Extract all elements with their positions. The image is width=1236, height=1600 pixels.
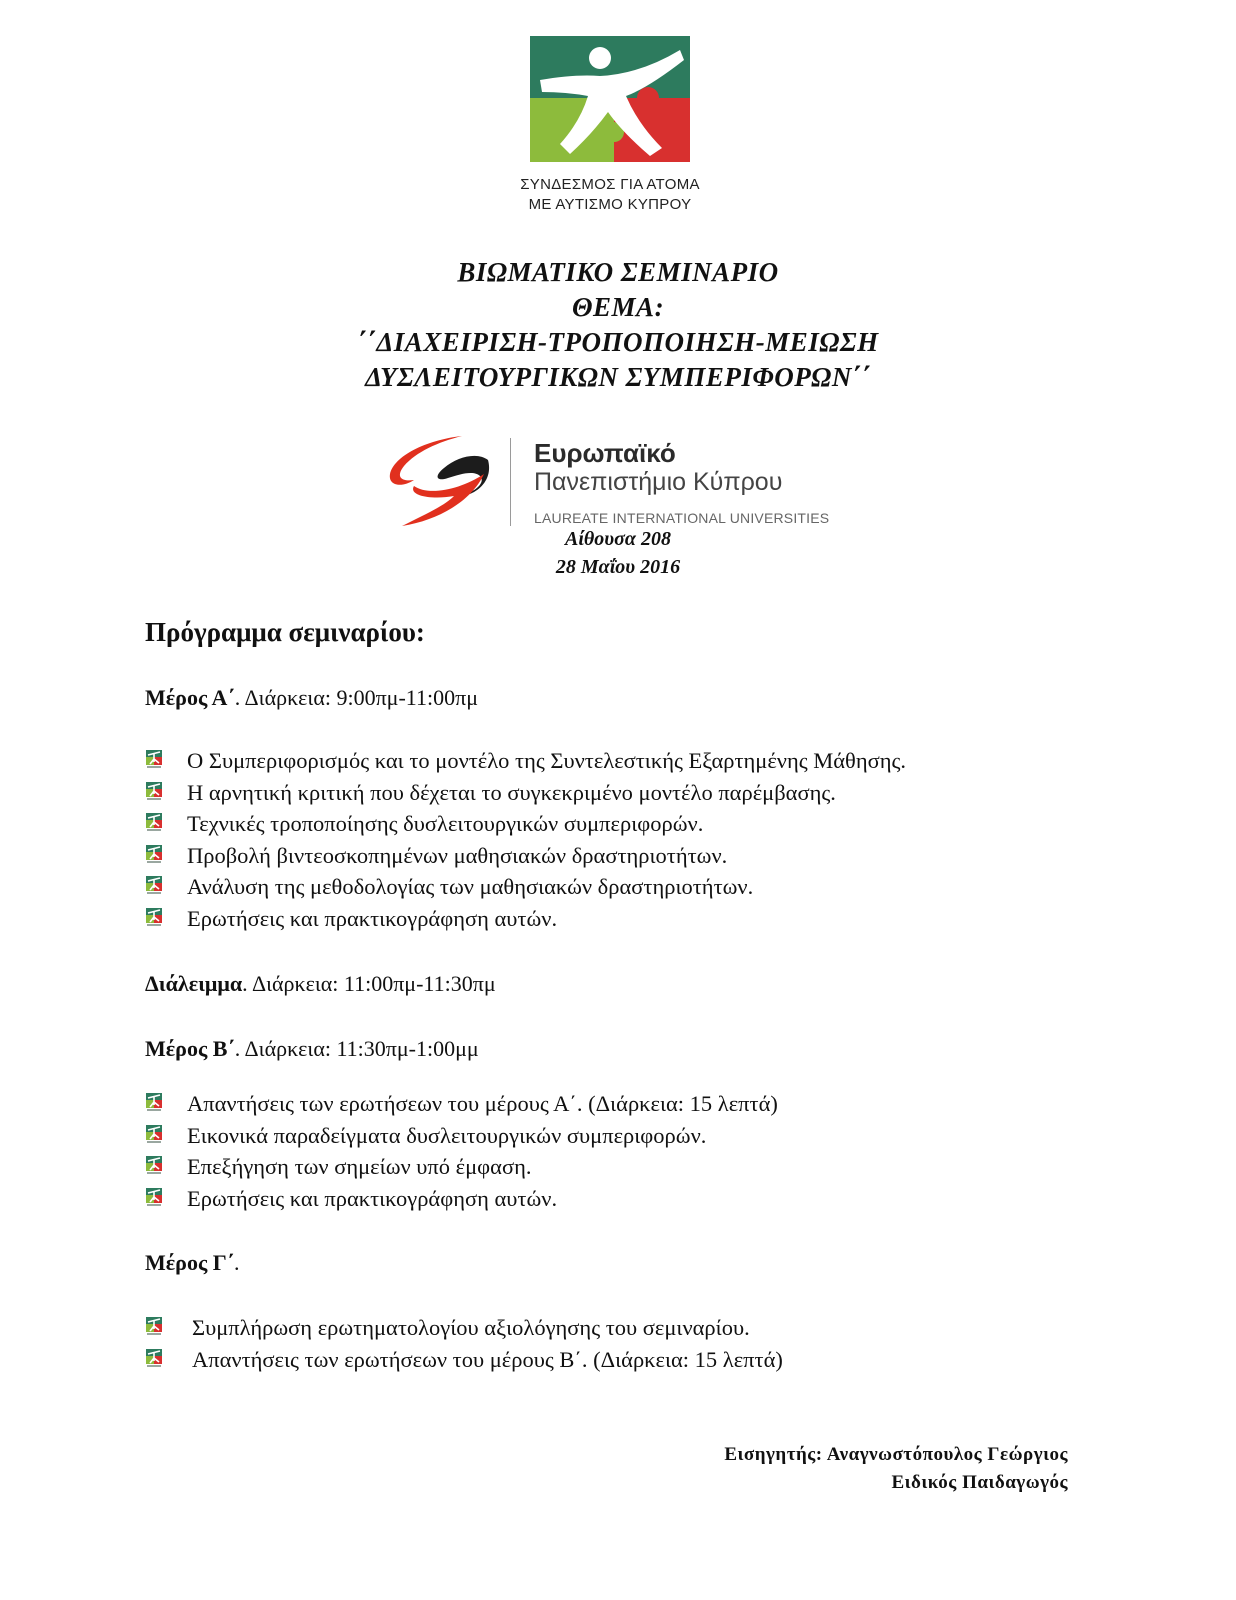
- speaker-title: Ειδικός Παιδαγωγός: [891, 1472, 1068, 1493]
- autism-puzzle-figure-icon: [530, 36, 690, 162]
- part-c-label: Μέρος Γ΄: [145, 1250, 235, 1275]
- program-heading: Πρόγραμμα σεμιναρίου:: [145, 617, 425, 647]
- autism-logo-bullet-icon: [145, 1093, 163, 1113]
- autism-logo-bullet-icon: [145, 876, 163, 896]
- org-name-line1: ΣΥΝΔΕΣΜΟΣ ΓΙΑ ΑΤΟΜΑ: [520, 176, 700, 193]
- part-b-duration: . Διάρκεια: 11:30πμ-1:00μμ: [234, 1036, 479, 1061]
- break-label: Διάλειμμα: [145, 971, 243, 996]
- university-name-line1: Ευρωπαϊκό: [534, 438, 676, 468]
- university-network: LAUREATE INTERNATIONAL UNIVERSITIES: [534, 510, 830, 526]
- university-swoosh-icon: [388, 434, 498, 528]
- autism-logo-bullet-icon: [145, 813, 163, 833]
- org-name-line2: ΜΕ ΑΥΤΙΣΜΟ ΚΥΠΡΟΥ: [528, 196, 692, 213]
- autism-logo-bullet-icon: [145, 1317, 163, 1337]
- seminar-title: ΒΙΩΜΑΤΙΚΟ ΣΕΜΙΝΑΡΙΟ: [457, 257, 779, 287]
- part-a-duration: . Διάρκεια: 9:00πμ-11:00πμ: [234, 685, 478, 710]
- autism-logo-bullet-icon: [145, 782, 163, 802]
- break-header: [145, 971, 496, 997]
- autism-logo-bullet-icon: [145, 845, 163, 865]
- seminar-topic-line1: ΄΄ΔΙΑΧΕΙΡΙΣΗ-ΤΡΟΠΟΠΟΙΗΣΗ-ΜΕΙΩΣΗ: [357, 327, 879, 357]
- part-c-header: [145, 1250, 240, 1276]
- break-duration: . Διάρκεια: 11:00πμ-11:30πμ: [242, 971, 496, 996]
- autism-logo-bullet-icon: [145, 1349, 163, 1369]
- autism-logo-bullet-icon: [145, 1156, 163, 1176]
- part-c-period: .: [234, 1250, 240, 1275]
- part-b-header: [145, 1036, 479, 1062]
- seminar-topic-line2: ΔΥΣΛΕΙΤΟΥΡΓΙΚΩΝ ΣΥΜΠΕΡΙΦΟΡΩΝ΄΄: [365, 362, 871, 392]
- autism-logo-bullet-icon: [145, 750, 163, 770]
- event-room: Αίθουσα 208: [565, 528, 671, 550]
- university-logo-divider: [510, 438, 511, 526]
- autism-logo-bullet-icon: [145, 1188, 163, 1208]
- autism-logo-bullet-icon: [145, 1125, 163, 1145]
- event-date: 28 Μαΐου 2016: [555, 556, 681, 578]
- speaker-name: Εισηγητής: Αναγνωστόπουλος Γεώργιος: [724, 1444, 1068, 1465]
- part-a-header: [145, 685, 478, 711]
- autism-logo-bullet-icon: [145, 908, 163, 928]
- part-b-label: Μέρος Β΄: [145, 1036, 235, 1061]
- seminar-topic-label: ΘΕΜΑ:: [571, 292, 665, 322]
- part-a-label: Μέρος Α΄: [145, 685, 235, 710]
- university-name-line2: Πανεπιστήμιο Κύπρου: [534, 468, 783, 496]
